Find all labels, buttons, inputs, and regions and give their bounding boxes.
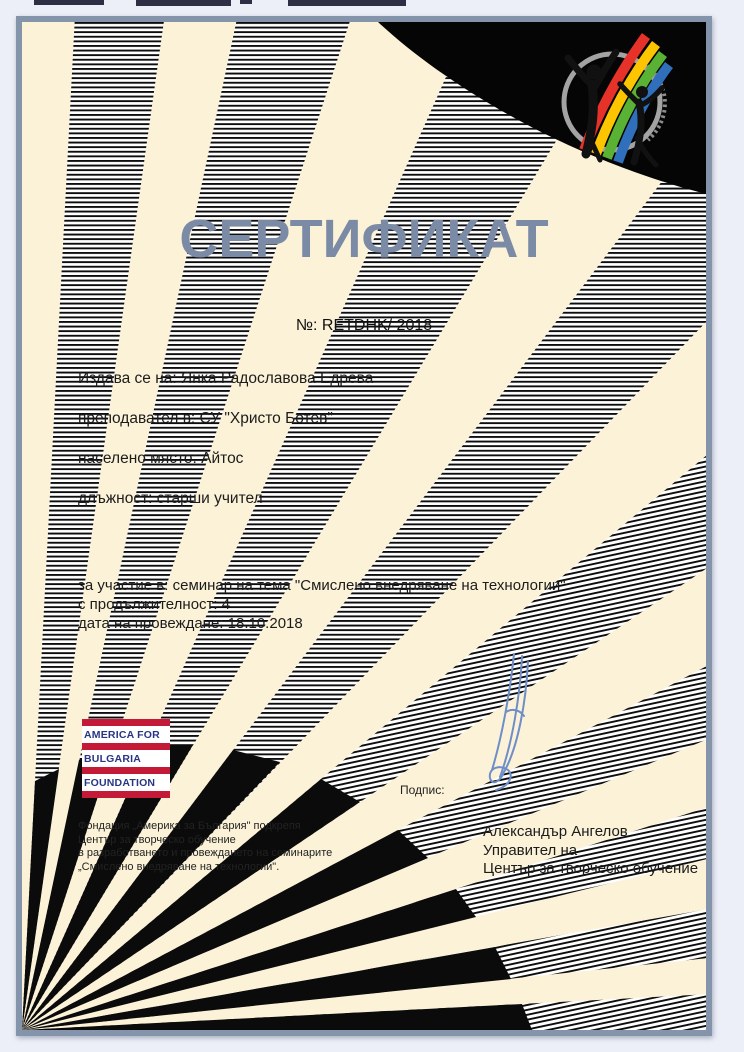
event-line: за участие в: семинар на тема "Смислено внедряване на технологии" [78, 577, 566, 594]
afb-logo [82, 719, 170, 798]
signatory-organization: Център за творческо обучение [483, 860, 699, 877]
clipped-text-remnant [34, 0, 104, 5]
afb-stripe [82, 719, 170, 726]
recipient-line: длъжност: старши учител [78, 490, 263, 507]
sponsor-note [78, 820, 332, 874]
recipient-line: преподавател в: СУ "Христо Ботев" [78, 410, 333, 427]
afb-logo-line: FOUNDATION [84, 777, 156, 789]
sponsor-note-line: в разработването и провеждането на семинарите [78, 847, 333, 859]
clipped-text-remnant [288, 0, 406, 6]
recipient-block [78, 359, 373, 519]
sponsor-note-line: „Смислено внедряване на технологии". [78, 860, 280, 873]
event-line: с продължителност: 4 [78, 596, 231, 613]
event-block [78, 576, 566, 633]
clipped-text-remnant [136, 0, 231, 6]
signature-scribble [452, 652, 562, 792]
afb-stripe [82, 791, 170, 798]
sponsor-note-line: Фондация „Америка за България" подкрепя [78, 820, 301, 832]
afb-stripe [82, 767, 170, 774]
sunburst-background [22, 22, 706, 1030]
afb-logo-line: AMERICA FOR [84, 729, 160, 741]
afb-logo-line: BULGARIA [84, 753, 142, 765]
clipped-text-remnant [240, 0, 252, 4]
signatory-role: Управител на [483, 841, 578, 859]
signature-label: Подпис: [400, 783, 445, 797]
certificate-title: СЕРТИФИКАТ [179, 209, 549, 269]
afb-stripe [82, 743, 170, 750]
event-line: дата на провеждане: 18.10.2018 [78, 615, 303, 632]
signatory-block [483, 823, 698, 879]
certificate-number: №: RETDHK/ 2018 [295, 317, 433, 334]
signatory-name: Александър Ангелов [483, 823, 628, 840]
recipient-line: населено място: Айтос [78, 450, 244, 467]
certificate-page [16, 16, 712, 1036]
sponsor-note-line: Център за творческо обучение [78, 833, 236, 846]
recipient-line: Издава се на: Янка Радославова Едрева [78, 370, 374, 387]
